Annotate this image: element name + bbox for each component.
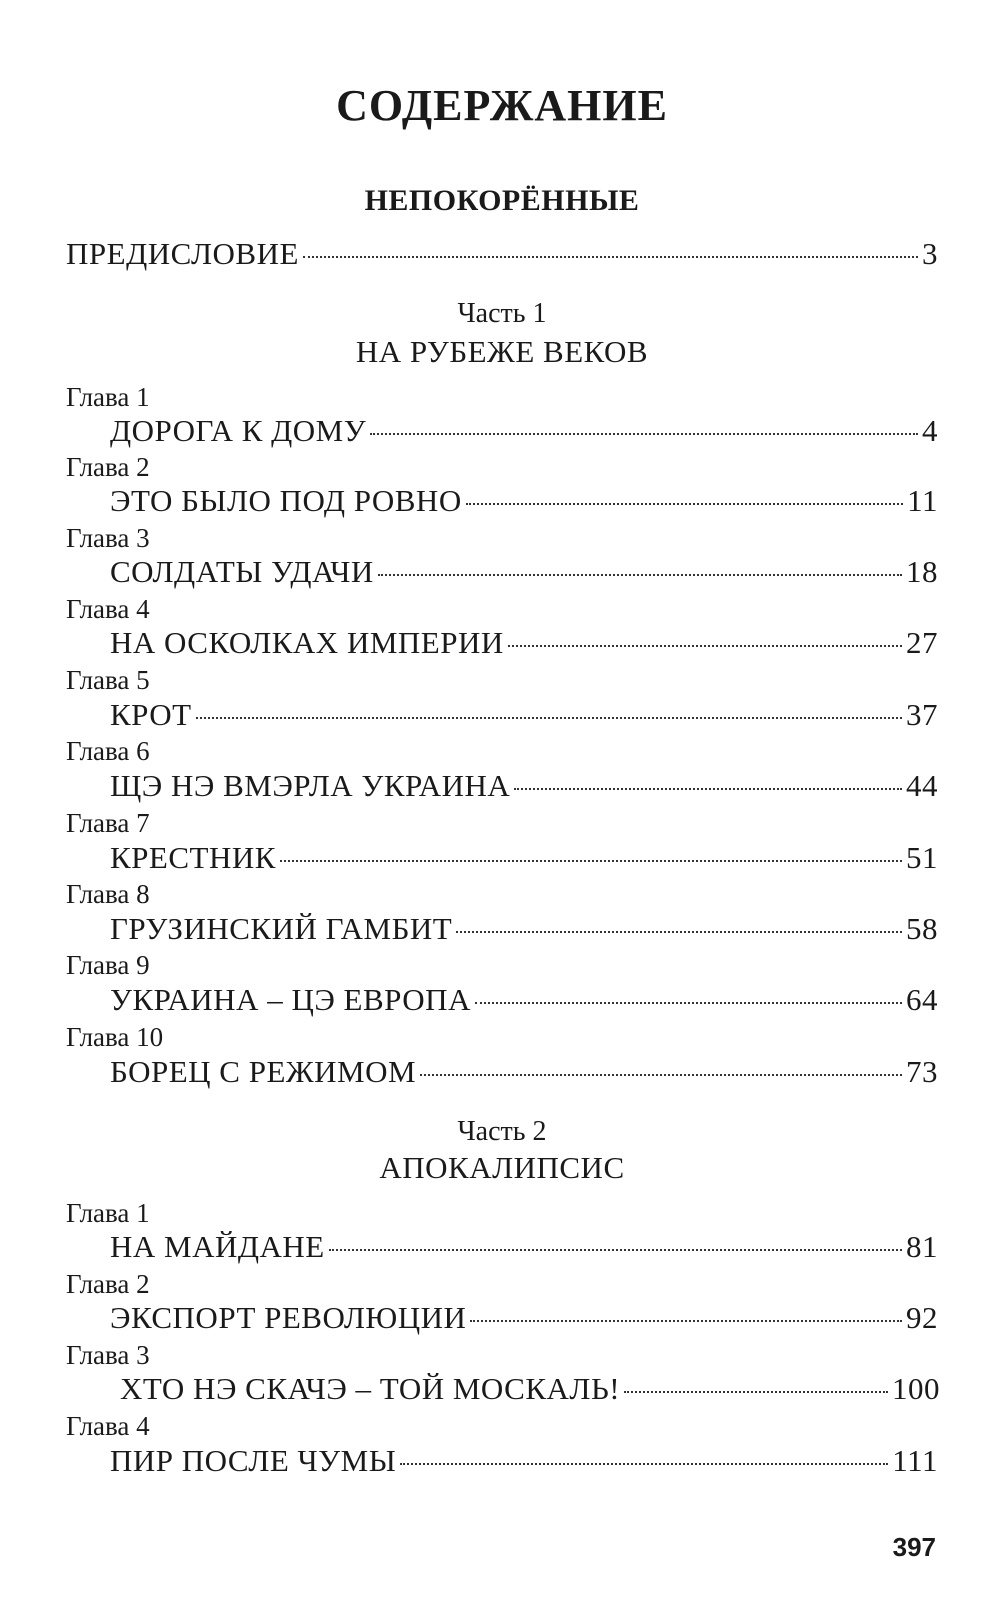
toc-entry [110,413,938,449]
dot-leader [456,931,902,933]
page-number: 397 [892,1532,936,1562]
chapter-label: Глава 8 [66,879,150,909]
toc-entry-page: 111 [892,1443,938,1478]
toc-entry-page: 4 [922,413,938,448]
toc-entry-title: ЭКСПОРТ РЕВОЛЮЦИИ [110,1300,467,1335]
toc-entry-page: 100 [892,1371,940,1406]
dot-leader [400,1463,888,1465]
dot-leader [508,645,902,647]
toc-entry [110,625,938,661]
dot-leader [514,788,902,790]
toc-entry-page: 64 [906,982,938,1017]
chapter-label: Глава 2 [66,452,150,482]
dot-leader [466,503,903,505]
toc-entry-preface [66,236,938,272]
dot-leader [370,433,918,435]
toc-entry-title: НА ОСКОЛКАХ ИМПЕРИИ [110,625,504,660]
toc-entry-title: СОЛДАТЫ УДАЧИ [110,554,374,589]
toc-entry-title: ПРЕДИСЛОВИЕ [66,236,299,271]
toc-entry-title: ЭТО БЫЛО ПОД РОВНО [110,483,462,518]
toc-entry [110,1443,938,1479]
chapter-label: Глава 4 [66,1411,150,1441]
chapter-label: Глава 4 [66,594,150,624]
toc-entry-page: 44 [906,768,938,803]
toc-entry-title: ДОРОГА К ДОМУ [110,413,367,448]
toc-entry-title: КРЕСТНИК [110,840,276,875]
chapter-label: Глава 2 [66,1269,150,1299]
chapter-label: Глава 1 [66,382,150,412]
part-name: НА РУБЕЖЕ ВЕКОВ [355,334,649,369]
toc-entry-page: 11 [907,483,938,518]
toc-entry-title: БОРЕЦ С РЕЖИМОМ [110,1054,417,1089]
toc-entry-page: 81 [906,1229,938,1264]
toc-entry-title: НА МАЙДАНЕ [110,1229,325,1264]
toc-entry-title: ГРУЗИНСКИЙ ГАМБИТ [110,911,453,946]
toc-entry-title: ЩЭ НЭ ВМЭРЛА УКРАИНА [110,768,511,803]
dot-leader [470,1320,902,1322]
toc-entry-title: ПИР ПОСЛЕ ЧУМЫ [110,1443,397,1478]
chapter-label: Глава 10 [66,1022,164,1052]
toc-entry [110,1229,938,1265]
dot-leader [329,1249,902,1251]
part-name: АПОКАЛИПСИС [379,1150,625,1185]
dot-leader [196,717,902,719]
chapter-label: Глава 3 [66,523,150,553]
toc-entry-page: 37 [906,697,938,732]
dot-leader [420,1074,902,1076]
chapter-label: Глава 7 [66,808,150,838]
toc-entry-page: 58 [906,911,938,946]
toc-entry [110,911,938,947]
toc-entry [110,1300,938,1336]
chapter-label: Глава 1 [66,1198,150,1228]
chapter-label: Глава 9 [66,950,150,980]
toc-entry [110,554,938,590]
toc-page [66,0,938,1609]
toc-entry-page: 92 [906,1300,938,1335]
dot-leader [624,1391,888,1393]
toc-entry [110,768,938,804]
toc-entry-title: КРОТ [110,697,192,732]
part-label: Часть 1 [457,298,547,329]
toc-entry [120,1371,940,1407]
toc-entry [110,1054,938,1090]
dot-leader [303,256,918,258]
toc-entry [110,840,938,876]
toc-entry-page: 18 [906,554,938,589]
toc-entry [110,483,938,519]
dot-leader [280,860,902,862]
chapter-label: Глава 6 [66,736,150,766]
toc-entry-title: ХТО НЭ СКАЧЭ – ТОЙ МОСКАЛЬ! [120,1371,621,1406]
dot-leader [475,1002,902,1004]
toc-entry [110,697,938,733]
chapter-label: Глава 3 [66,1340,150,1370]
part-label: Часть 2 [457,1116,547,1147]
dot-leader [378,574,902,576]
toc-entry-page: 3 [922,236,938,271]
toc-entry-page: 73 [906,1054,938,1089]
book-title: НЕПОКОРЁННЫЕ [364,184,640,217]
toc-entry-page: 27 [906,625,938,660]
toc-entry [110,982,938,1018]
page-title: СОДЕРЖАНИЕ [336,81,668,130]
toc-entry-title: УКРАИНА – ЦЭ ЕВРОПА [110,982,471,1017]
toc-entry-page: 51 [906,840,938,875]
chapter-label: Глава 5 [66,665,150,695]
